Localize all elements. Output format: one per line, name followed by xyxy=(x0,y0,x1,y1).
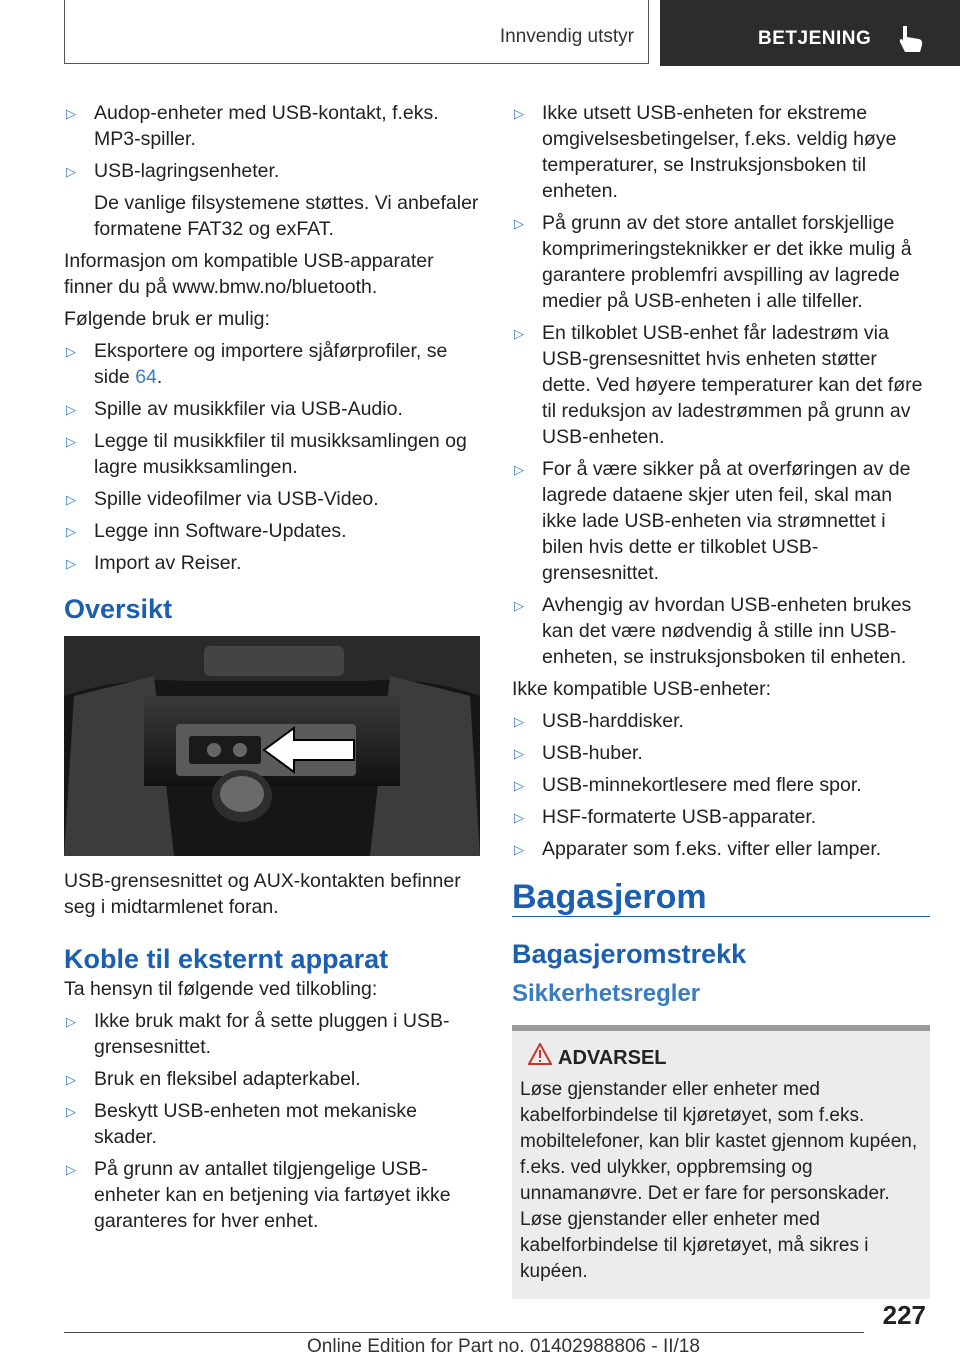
triangle-bullet-icon: ▷ xyxy=(66,1072,76,1087)
incompat-intro: Ikke kompatible USB-enheter: xyxy=(512,678,772,700)
triangle-bullet-icon: ▷ xyxy=(66,1104,76,1119)
warning-title: ADVARSEL xyxy=(520,1045,922,1071)
heading-bagasjerom: Bagasjerom xyxy=(512,884,930,917)
triangle-bullet-icon: ▷ xyxy=(66,402,76,417)
triangle-bullet-icon: ▷ xyxy=(66,344,76,359)
heading-sikkerhetsregler: Sikkerhetsregler xyxy=(512,980,701,1007)
warning-text: Løse gjenstander eller enheter med kabelforbindelse til kjøretøyet, som f.eks. mobiltelefoner, kan blir kastet gjennom kupéen, f.eks. ved ulykker, oppbremsing og unnamanøvre. Det er fare for personskader. Løse gjenstander eller enheter med kabelforbindelse til kjøretøyet, må sikres i kupéen. xyxy=(520,1079,918,1282)
list-item: ▷ Beskytt USB-enheten mot mekaniske skader. xyxy=(66,1100,417,1148)
list-item: ▷ Eksportere og importere sjåførprofiler, se side 64. xyxy=(66,340,448,388)
compat-info: Informasjon om kompatible USB-apparater finner du på www.bmw.no/bluetooth. xyxy=(64,250,434,298)
list-item: ▷ På grunn av det store antallet forskjellige komprimeringsteknikker er det ikke mulig å garantere problemfri avspilling av lagrede medier på USB-enheten i alle tilfeller. xyxy=(514,212,912,312)
list-item: ▷ Legge til musikkfiler til musikksamlingen og lagre musikksamlingen. xyxy=(66,430,467,478)
list-item: ▷ HSF-formaterte USB-apparater. xyxy=(512,804,930,830)
footer-divider xyxy=(64,1332,864,1333)
warning-triangle-icon xyxy=(528,1043,552,1065)
list-item: ▷ Avhengig av hvordan USB-enheten brukes kan det være nødvendig å stille inn USB-enheten, se instruksjonsboken til enheten. xyxy=(514,594,912,668)
triangle-bullet-icon: ▷ xyxy=(66,106,76,121)
list-item: ▷ Apparater som f.eks. vifter eller lamper. xyxy=(512,836,930,862)
usage-intro: Følgende bruk er mulig: xyxy=(64,308,270,330)
triangle-bullet-icon: ▷ xyxy=(514,778,524,793)
triangle-bullet-icon: ▷ xyxy=(514,842,524,857)
list-item: ▷ USB-huber. xyxy=(512,740,930,766)
list-item: ▷ Audop-enheter med USB-kontakt, f.eks. MP3-spiller. xyxy=(66,102,439,150)
page-header xyxy=(0,0,960,66)
figure-caption: USB-grensesnittet og AUX-kontakten befinner seg i midtarmlenet foran. xyxy=(64,870,461,918)
list-item: ▷ For å være sikker på at overføringen av de lagrede dataene skjer uten feil, skal man ikke lade USB-enheten via strømnettet i bilen hvis dette er tilkoblet USB-grensesnittet. xyxy=(514,458,911,584)
usb-port-illustration xyxy=(64,636,480,856)
triangle-bullet-icon: ▷ xyxy=(514,714,524,729)
heading-connect: Koble til eksternt apparat xyxy=(64,944,389,974)
filesystem-note: De vanlige filsystemene støttes. Vi anbefaler formatene FAT32 og exFAT. xyxy=(94,192,479,240)
connect-intro: Ta hensyn til følgende ved tilkobling: xyxy=(64,978,378,1000)
triangle-bullet-icon: ▷ xyxy=(514,106,524,121)
right-column xyxy=(512,100,930,1299)
heading-bagasjeromstrekk: Bagasjeromstrekk xyxy=(512,939,747,969)
header-chapter-box xyxy=(660,0,960,66)
triangle-bullet-icon: ▷ xyxy=(514,326,524,341)
list-item: ▷ Spille av musikkfiler via USB-Audio. xyxy=(64,396,482,422)
list-item: ▷ USB-harddisker. xyxy=(512,708,930,734)
list-item: ▷ Ikke utsett USB-enheten for ekstreme omgivelsesbetingelser, f.eks. veldig høye temperaturer, se Instruksjonsboken til enheten. xyxy=(514,102,897,202)
triangle-bullet-icon: ▷ xyxy=(514,462,524,477)
page-link-64[interactable]: 64 xyxy=(135,366,157,388)
list-item: ▷ En tilkoblet USB-enhet får ladestrøm via USB-grensesnittet hvis enheten støtter dette. Ved høyere temperaturer kan det føre til reduksjon av ladestrømmen på grunn av USB-enheten. xyxy=(514,322,923,448)
page-number: 227 xyxy=(882,1300,926,1330)
triangle-bullet-icon: ▷ xyxy=(66,164,76,179)
triangle-bullet-icon: ▷ xyxy=(514,810,524,825)
triangle-bullet-icon: ▷ xyxy=(66,1014,76,1029)
triangle-bullet-icon: ▷ xyxy=(66,556,76,571)
list-item: ▷ Spille videofilmer via USB-Video. xyxy=(64,486,482,512)
warning-box xyxy=(512,1025,930,1299)
header-section-title: Innvendig utstyr xyxy=(499,26,634,47)
header-section-box xyxy=(64,0,649,64)
header-chapter-title: BETJENING xyxy=(758,28,872,49)
list-item: ▷ Legge inn Software-Updates. xyxy=(64,518,482,544)
list-item: ▷ USB-lagringsenheter. xyxy=(64,158,482,184)
footer-edition: Online Edition for Part no. 01402988806 - II/18 xyxy=(307,1336,700,1357)
triangle-bullet-icon: ▷ xyxy=(66,492,76,507)
triangle-bullet-icon: ▷ xyxy=(66,434,76,449)
triangle-bullet-icon: ▷ xyxy=(66,1162,76,1177)
left-column xyxy=(64,100,482,1240)
list-item: ▷ USB-minnekortlesere med flere spor. xyxy=(512,772,930,798)
triangle-bullet-icon: ▷ xyxy=(514,598,524,613)
list-item: ▷ Bruk en fleksibel adapterkabel. xyxy=(64,1066,482,1092)
usb-port-photo xyxy=(64,636,480,856)
heading-overview: Oversikt xyxy=(64,594,173,624)
triangle-bullet-icon: ▷ xyxy=(66,524,76,539)
triangle-bullet-icon: ▷ xyxy=(514,746,524,761)
triangle-bullet-icon: ▷ xyxy=(514,216,524,231)
list-item: ▷ Import av Reiser. xyxy=(64,550,482,576)
hand-pointer-icon xyxy=(897,24,925,54)
list-item: ▷ På grunn av antallet tilgjengelige USB-enheter kan en betjening via fartøyet ikke garanteres for hver enhet. xyxy=(66,1158,451,1232)
list-item: ▷ Ikke bruk makt for å sette pluggen i USB-grensesnittet. xyxy=(66,1010,450,1058)
